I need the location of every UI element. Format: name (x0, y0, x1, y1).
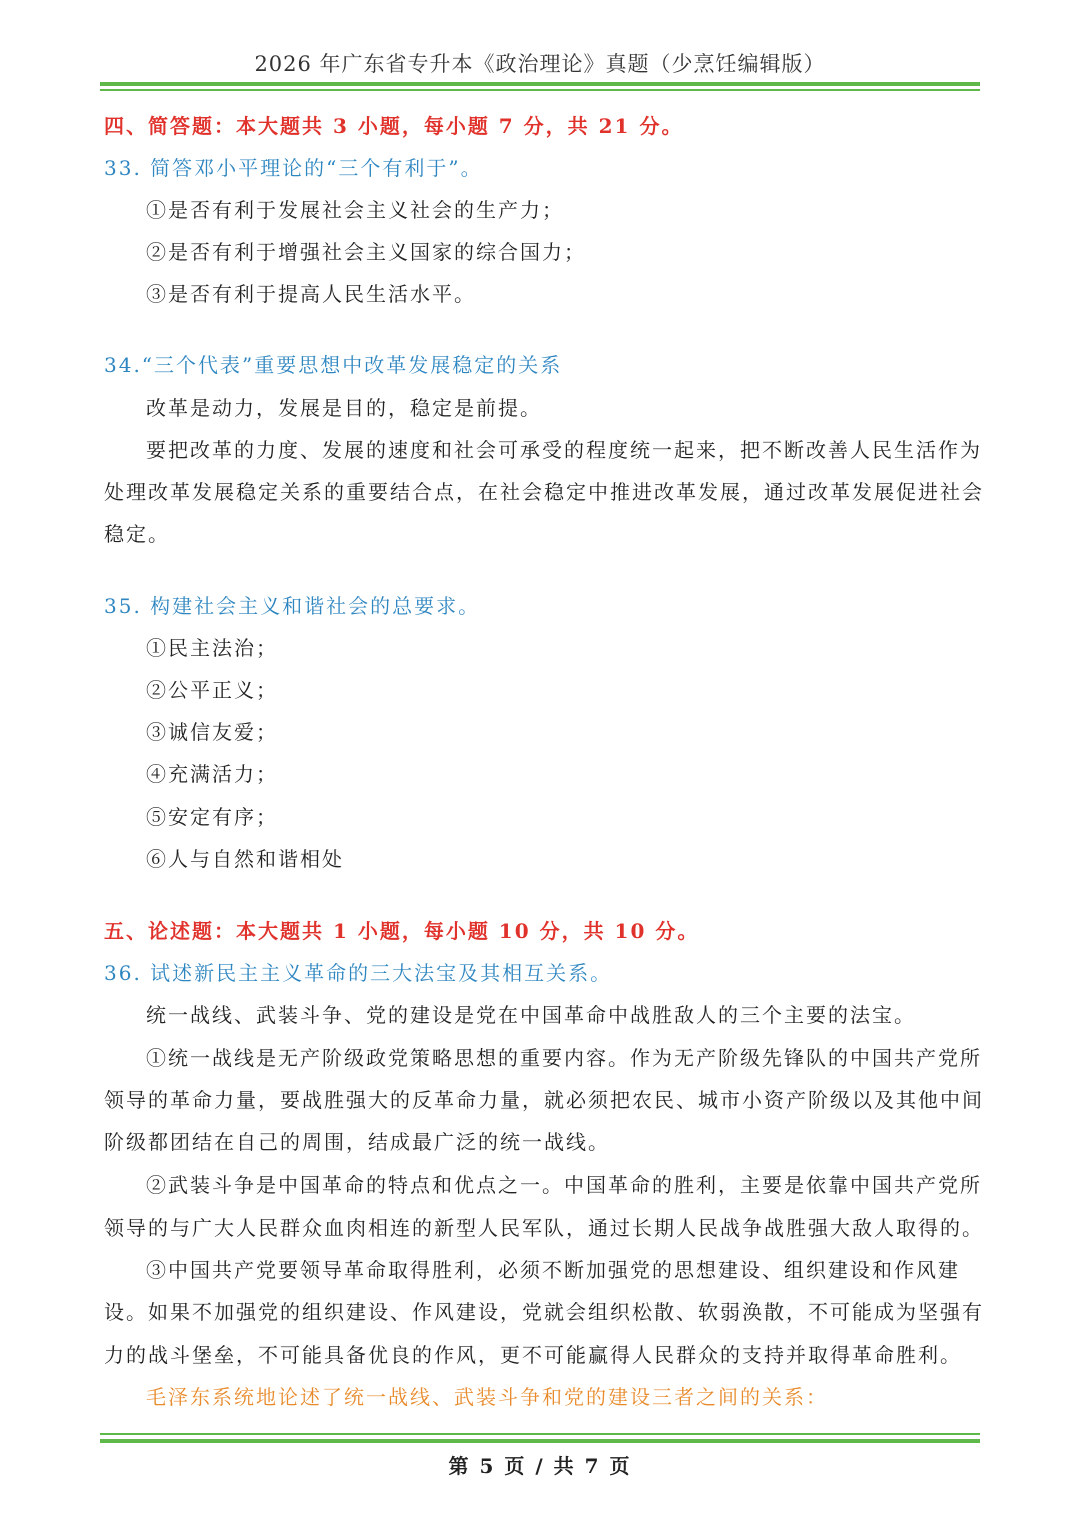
footer-rule-thick (100, 1439, 980, 1443)
question-36-highlight: 毛泽东系统地论述了统一战线、武装斗争和党的建设三者之间的关系： (146, 1385, 828, 1409)
question-34-line: 稳定。 (104, 522, 170, 546)
question-33-item: ③是否有利于提高人民生活水平。 (146, 282, 476, 306)
header-rule-thin (100, 89, 980, 91)
question-36-line: ①统一战线是无产阶级政党策略思想的重要内容。作为无产阶级先锋队的中国共产党所 (146, 1046, 982, 1070)
question-35-item: ④充满活力； (146, 762, 278, 786)
footer-rule-thin (100, 1433, 980, 1435)
question-36-line: 统一战线、武装斗争、党的建设是党在中国革命中战胜敌人的三个主要的法宝。 (146, 1003, 916, 1027)
question-36-line: 领导的与广大人民群众血肉相连的新型人民军队，通过长期人民战争战胜强大敌人取得的。 (104, 1216, 984, 1240)
question-34-title: 34.“三个代表”重要思想中改革发展稳定的关系 (104, 353, 563, 377)
question-33-item: ②是否有利于增强社会主义国家的综合国力； (146, 240, 586, 264)
question-36-line: ②武装斗争是中国革命的特点和优点之一。中国革命的胜利，主要是依靠中国共产党所 (146, 1173, 982, 1197)
question-34-line: 处理改革发展稳定关系的重要结合点，在社会稳定中推进改革发展，通过改革发展促进社会 (104, 480, 984, 504)
question-35-item: ①民主法治； (146, 636, 278, 660)
question-34-line: 改革是动力，发展是目的，稳定是前提。 (146, 396, 542, 420)
question-34-line: 要把改革的力度、发展的速度和社会可承受的程度统一起来，把不断改善人民生活作为 (146, 438, 982, 462)
question-35-item: ⑤安定有序； (146, 805, 278, 829)
question-35-item: ⑥人与自然和谐相处 (146, 847, 344, 871)
question-36-line: ③中国共产党要领导革命取得胜利，必须不断加强党的思想建设、组织建设和作风建 (146, 1258, 960, 1282)
header-rule-thick (100, 82, 980, 86)
question-35-item: ③诚信友爱； (146, 720, 278, 744)
question-33-title: 33. 简答邓小平理论的“三个有利于”。 (104, 156, 483, 180)
question-36-line: 设。如果不加强党的组织建设、作风建设，党就会组织松散、软弱涣散，不可能成为坚强有 (104, 1300, 984, 1324)
section-5-heading: 五、论述题：本大题共 1 小题，每小题 10 分，共 10 分。 (104, 919, 700, 943)
section-4-heading: 四、简答题：本大题共 3 小题，每小题 7 分，共 21 分。 (104, 114, 684, 138)
page-number: 第 5 页 / 共 7 页 (448, 1454, 632, 1478)
document-title: 2026 年广东省专升本《政治理论》真题（少烹饪编辑版） (254, 52, 826, 76)
question-36-title: 36. 试述新民主主义革命的三大法宝及其相互关系。 (104, 961, 613, 985)
question-36-line: 领导的革命力量，要战胜强大的反革命力量，就必须把农民、城市小资产阶级以及其他中间 (104, 1088, 984, 1112)
question-33-item: ①是否有利于发展社会主义社会的生产力； (146, 198, 564, 222)
question-35-item: ②公平正义； (146, 678, 278, 702)
question-36-line: 力的战斗堡垒，不可能具备优良的作风，更不可能赢得人民群众的支持并取得革命胜利。 (104, 1343, 962, 1367)
question-35-title: 35. 构建社会主义和谐社会的总要求。 (104, 594, 481, 618)
question-36-line: 阶级都团结在自己的周围，结成最广泛的统一战线。 (104, 1130, 610, 1154)
